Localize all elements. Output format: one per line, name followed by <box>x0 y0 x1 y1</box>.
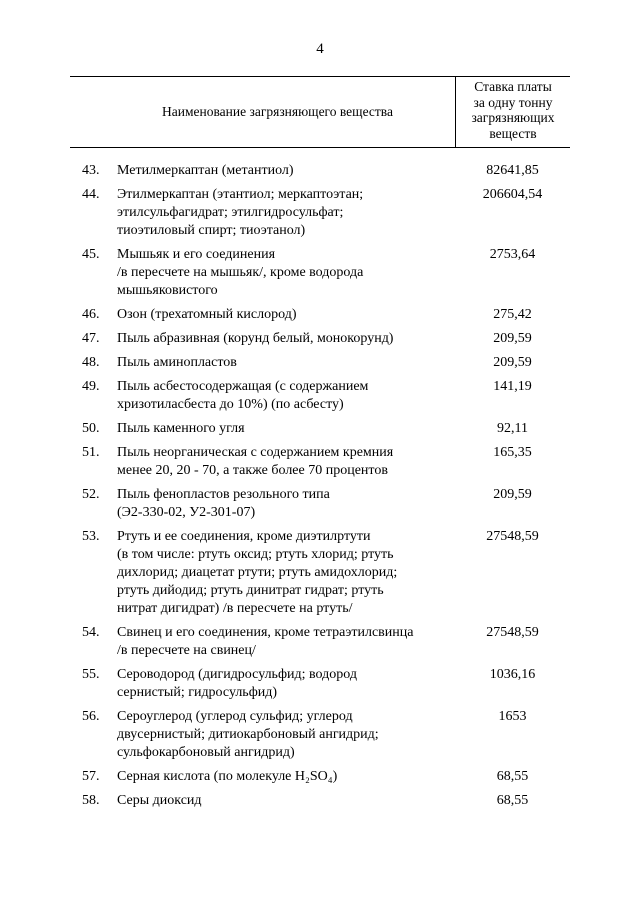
header-rate-line: загрязняющих <box>471 110 555 125</box>
substance-name <box>115 306 455 324</box>
row-number: 43. <box>82 163 100 178</box>
table-body <box>70 162 570 810</box>
table-row <box>70 486 570 522</box>
substance-name-line: тиоэтиловый спирт; тиоэтанол) <box>117 223 306 238</box>
header-substance-name: Наименование загрязняющего вещества <box>162 104 393 119</box>
row-number: 50. <box>82 421 100 436</box>
substance-name-line: (в том числе: ртуть оксид; ртуть хлорид; ртуть <box>117 547 394 562</box>
substance-name <box>115 624 455 660</box>
rate-value: 68,55 <box>496 769 529 784</box>
rate-value: 1036,16 <box>489 667 536 682</box>
table-row <box>70 528 570 618</box>
row-number: 51. <box>82 445 100 460</box>
rate-value: 82641,85 <box>486 163 539 178</box>
table-row <box>70 186 570 240</box>
substance-name <box>115 792 455 810</box>
substance-name-line: сульфокарбоновый ангидрид) <box>117 745 295 760</box>
row-number: 56. <box>82 709 100 724</box>
table-row <box>70 768 570 786</box>
substance-name-line: хризотиласбеста до 10%) (по асбесту) <box>117 397 344 412</box>
row-number: 54. <box>82 625 100 640</box>
substance-name <box>115 246 455 300</box>
substance-name-line: Пыль неорганическая с содержанием кремния <box>117 445 394 460</box>
substance-name-line: Пыль асбестосодержащая (с содержанием <box>117 379 369 394</box>
header-rate-line: Ставка платы <box>474 79 552 94</box>
rate-value: 141,19 <box>493 379 532 394</box>
header-rate <box>455 77 570 147</box>
table-row <box>70 246 570 300</box>
substance-name <box>115 486 455 522</box>
table-row <box>70 330 570 348</box>
substance-name-line: Свинец и его соединения, кроме тетраэтилсвинца <box>117 625 414 640</box>
substance-name <box>115 378 455 414</box>
substance-name-line: Этилмеркаптан (этантиол; меркаптоэтан; <box>117 187 364 202</box>
substance-name-line: Озон (трехатомный кислород) <box>117 307 297 322</box>
rate-value: 27548,59 <box>486 529 539 544</box>
rate-value: 209,59 <box>493 487 532 502</box>
row-number: 48. <box>82 355 100 370</box>
substance-name-line: Ртуть и ее соединения, кроме диэтилртути <box>117 529 371 544</box>
substance-name <box>115 330 455 348</box>
row-number: 45. <box>82 247 100 262</box>
row-number: 55. <box>82 667 100 682</box>
substance-name-line: мышьяковистого <box>117 283 218 298</box>
substance-name-line: Серная кислота (по молекуле H₂SO₄) <box>117 769 338 784</box>
table-row <box>70 444 570 480</box>
table-row <box>70 354 570 372</box>
substance-name-line: ртуть дийодид; ртуть динитрат гидрат; ртуть <box>117 583 384 598</box>
table-row <box>70 708 570 762</box>
substance-name <box>115 186 455 240</box>
substance-name <box>115 162 455 180</box>
substance-name <box>115 528 455 618</box>
substance-name-line: Пыль каменного угля <box>117 421 245 436</box>
substance-name-line: /в пересчете на свинец/ <box>117 643 256 658</box>
header-rate-line: за одну тонну <box>473 94 553 110</box>
substance-name-line: Мышьяк и его соединения <box>117 247 276 262</box>
substance-name <box>115 354 455 372</box>
row-number: 49. <box>82 379 100 394</box>
row-number: 44. <box>82 187 100 202</box>
table-row <box>70 624 570 660</box>
rate-value: 1653 <box>498 709 527 724</box>
rate-value: 165,35 <box>493 445 532 460</box>
substance-name-line: Метилмеркаптан (метантиол) <box>117 163 294 178</box>
substance-name-line: Пыль абразивная (корунд белый, монокорунд) <box>117 331 394 346</box>
row-number: 47. <box>82 331 100 346</box>
row-number: 58. <box>82 793 100 808</box>
page-number: 4 <box>316 41 324 57</box>
table-row <box>70 420 570 438</box>
substance-name <box>115 708 455 762</box>
substance-name <box>115 420 455 438</box>
rate-value: 92,11 <box>497 421 528 436</box>
rate-value: 206604,54 <box>482 187 543 202</box>
substance-name <box>115 444 455 480</box>
substance-name-line: Сероуглерод (углерод сульфид; углерод <box>117 709 353 724</box>
substance-name-line: Серы диоксид <box>117 793 202 808</box>
rate-value: 68,55 <box>496 793 529 808</box>
table-row <box>70 378 570 414</box>
substance-name-line: Сероводород (дигидросульфид; водород <box>117 667 357 682</box>
substance-name-line: сернистый; гидросульфид) <box>117 685 278 700</box>
table-header <box>70 76 570 148</box>
table-row <box>70 162 570 180</box>
row-number: 57. <box>82 769 100 784</box>
substance-name <box>115 768 455 786</box>
substance-name-line: (Э2-330-02, У2-301-07) <box>117 505 256 520</box>
rate-value: 209,59 <box>493 331 532 346</box>
table-row <box>70 666 570 702</box>
substance-name-line: этилсульфагидрат; этилгидросульфат; <box>117 205 344 220</box>
substance-name-line: Пыль фенопластов резольного типа <box>117 487 330 502</box>
substance-name-line: Пыль аминопластов <box>117 355 237 370</box>
substance-name-line: дихлорид; диацетат ртути; ртуть амидохлорид; <box>117 565 398 580</box>
rate-value: 27548,59 <box>486 625 539 640</box>
table-row <box>70 792 570 810</box>
rate-value: 275,42 <box>493 307 532 322</box>
substance-name-line: нитрат дигидрат) /в пересчете на ртуть/ <box>117 601 353 616</box>
header-rate-line: веществ <box>489 125 537 141</box>
table-row <box>70 306 570 324</box>
substance-name-line: менее 20, 20 - 70, а также более 70 процентов <box>117 463 388 478</box>
pollutant-rate-table <box>70 76 570 816</box>
rate-value: 2753,64 <box>489 247 536 262</box>
row-number: 52. <box>82 487 100 502</box>
substance-name-line: двусернистый; дитиокарбоновый ангидрид; <box>117 727 379 742</box>
row-number: 46. <box>82 307 100 322</box>
substance-name-line: /в пересчете на мышьяк/, кроме водорода <box>117 265 364 280</box>
rate-value: 209,59 <box>493 355 532 370</box>
row-number: 53. <box>82 529 100 544</box>
substance-name <box>115 666 455 702</box>
